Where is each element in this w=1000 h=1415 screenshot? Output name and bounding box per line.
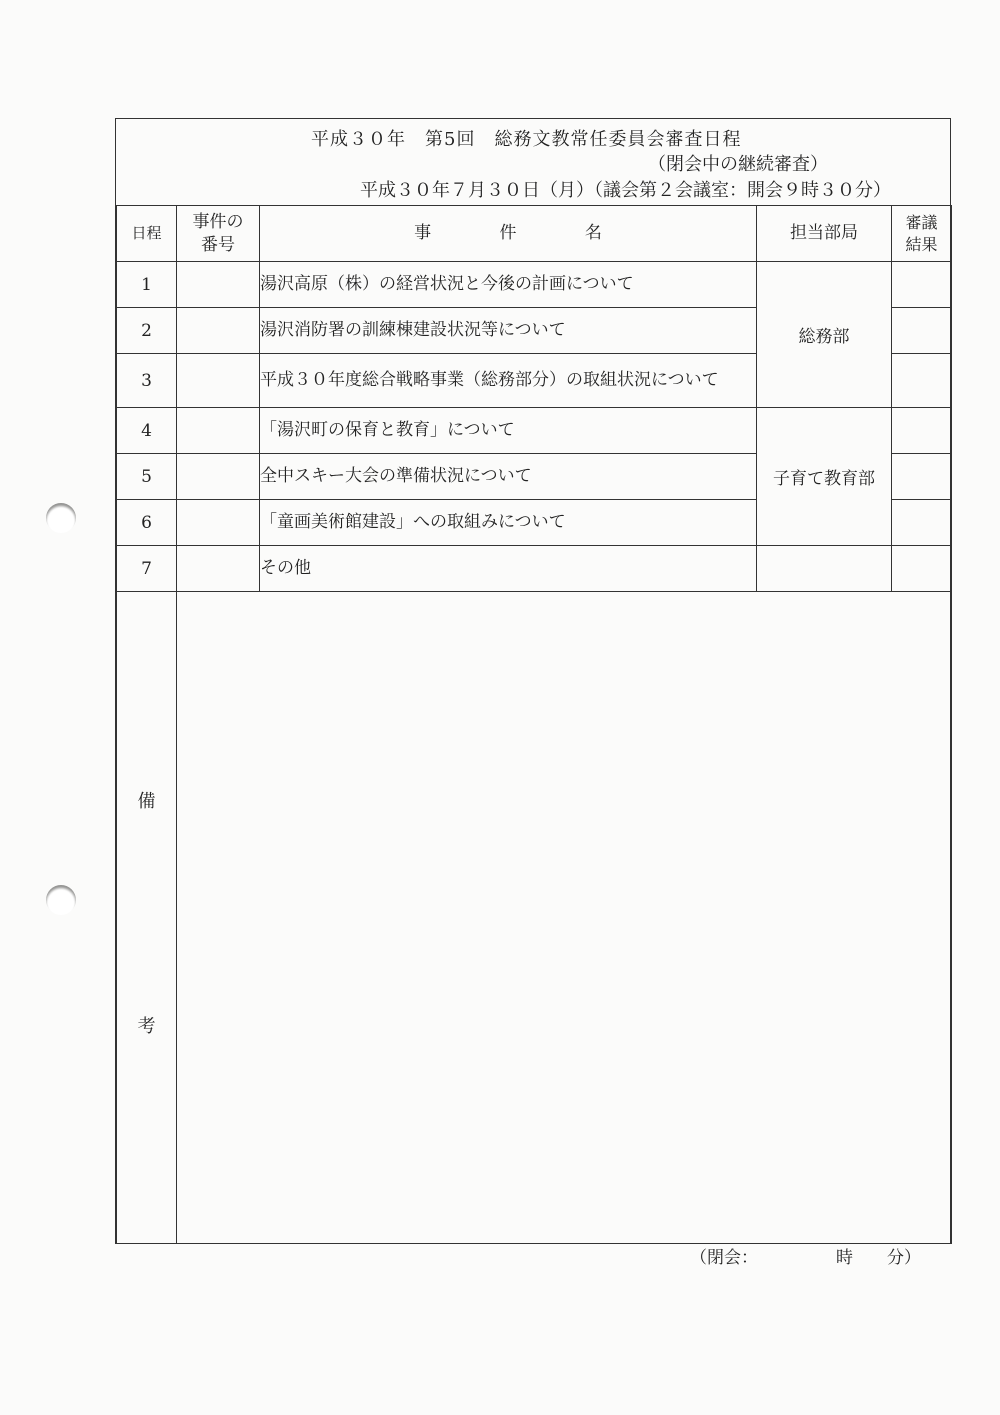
row-department-empty (757, 546, 892, 592)
header-result: 審議 結果 (892, 206, 952, 262)
remarks-row (117, 592, 952, 1244)
row-case-number (177, 262, 260, 308)
row-day: 6 (117, 500, 177, 546)
closing-hour-label: 時 (836, 1248, 853, 1268)
header-case-name: 事 件 名 (260, 206, 757, 262)
row-case-number (177, 308, 260, 354)
punch-hole-top (46, 503, 76, 533)
row-day: 5 (117, 454, 177, 500)
row-result (892, 408, 952, 454)
row-day: 1 (117, 262, 177, 308)
department-cell: 総務部 (757, 262, 892, 408)
schedule-table (116, 205, 952, 1244)
remarks-area (177, 592, 952, 1244)
row-result (892, 500, 952, 546)
row-result (892, 308, 952, 354)
closing-minute-label: 分） (887, 1248, 921, 1268)
meeting-date-line: 平成３０年７月３０日（月）（議会第２会議室：開会９時３０分） (360, 180, 891, 201)
row-day: 4 (117, 408, 177, 454)
row-result (892, 354, 952, 408)
row-case-name: 全中スキー大会の準備状況について (260, 454, 757, 500)
row-case-number (177, 454, 260, 500)
row-result (892, 262, 952, 308)
row-day: 2 (117, 308, 177, 354)
row-day: 3 (117, 354, 177, 408)
punch-hole-bottom (46, 885, 76, 915)
row-case-name: 「湯沢町の保育と教育」について (260, 408, 757, 454)
header-case-number: 事件の 番号 (177, 206, 260, 262)
remarks-label: 備 考 (117, 592, 177, 1244)
row-case-number (177, 408, 260, 454)
header-day: 日程 (117, 206, 177, 262)
row-case-number (177, 354, 260, 408)
row-case-number (177, 546, 260, 592)
closing-label: （閉会： (690, 1248, 758, 1268)
row-case-name: 湯沢高原（株）の経営状況と今後の計画について (260, 262, 757, 308)
table-header-row (117, 206, 952, 262)
document-title: 平成３０年 第5回 総務文教常任委員会審査日程 (311, 129, 742, 150)
row-case-name: その他 (260, 546, 757, 592)
row-result (892, 454, 952, 500)
title-block (116, 119, 950, 205)
closing-time-line (690, 1243, 921, 1268)
row-case-name: 湯沢消防署の訓練棟建設状況等について (260, 308, 757, 354)
table-row (117, 408, 952, 454)
department-cell: 子育て教育部 (757, 408, 892, 546)
row-case-number (177, 500, 260, 546)
schedule-document (115, 118, 951, 1244)
row-day: 7 (117, 546, 177, 592)
table-row (117, 546, 952, 592)
row-result (892, 546, 952, 592)
row-case-name: 「童画美術館建設」への取組みについて (260, 500, 757, 546)
table-row (117, 262, 952, 308)
header-department: 担当部局 (757, 206, 892, 262)
row-case-name: 平成３０年度総合戦略事業（総務部分）の取組状況について (260, 354, 757, 408)
document-subtitle: （閉会中の継続審査） (648, 154, 828, 175)
